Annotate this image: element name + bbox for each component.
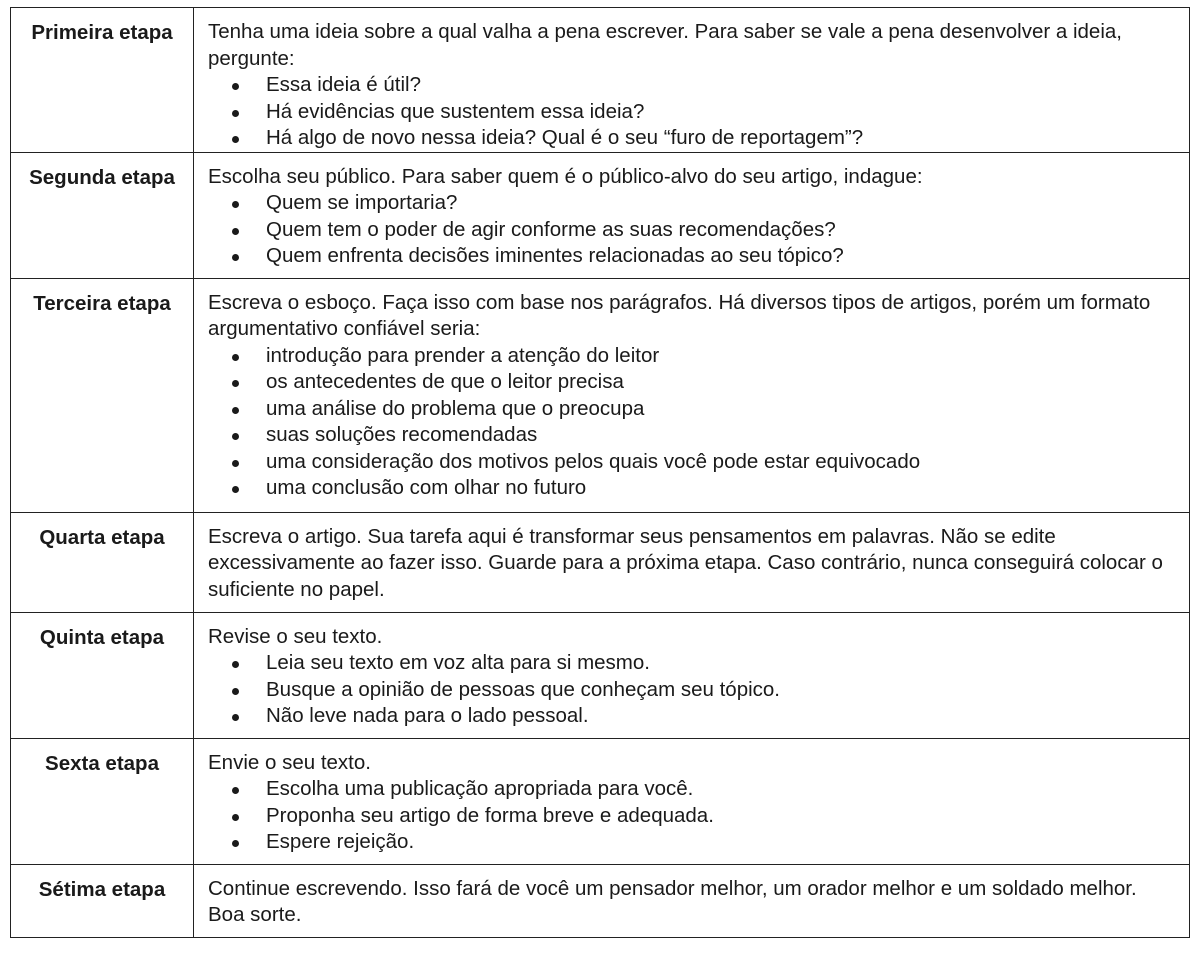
bullet-icon bbox=[232, 486, 239, 493]
step-body bbox=[194, 512, 1190, 612]
step-row bbox=[11, 512, 1190, 612]
step-row bbox=[11, 612, 1190, 738]
list-item: Quem enfrenta decisões iminentes relacionadas ao seu tópico? bbox=[252, 243, 1175, 270]
bullet-list bbox=[208, 190, 1175, 270]
bullet-list bbox=[208, 650, 1175, 730]
list-item: uma consideração dos motivos pelos quais você pode estar equivocado bbox=[252, 449, 1175, 476]
step-label: Quarta etapa bbox=[11, 512, 194, 612]
list-item: Há evidências que sustentem essa ideia? bbox=[252, 99, 1175, 126]
bullet-icon bbox=[232, 380, 239, 387]
step-label: Terceira etapa bbox=[11, 278, 194, 512]
list-item: introdução para prender a atenção do leitor bbox=[252, 343, 1175, 370]
bullet-list bbox=[208, 776, 1175, 856]
step-label: Sexta etapa bbox=[11, 738, 194, 864]
bullet-icon bbox=[232, 228, 239, 235]
step-label: Sétima etapa bbox=[11, 864, 194, 937]
list-item: Quem se importaria? bbox=[252, 190, 1175, 217]
bullet-icon bbox=[232, 407, 239, 414]
step-text: Revise o seu texto. bbox=[208, 624, 383, 648]
step-text: Escreva o esboço. Faça isso com base nos parágrafos. Há diversos tipos de artigos, porém um formato argumentativo confiável seria: bbox=[208, 290, 1151, 340]
bullet-icon bbox=[232, 354, 239, 361]
step-body bbox=[194, 152, 1190, 278]
step-text: Escreva o artigo. Sua tarefa aqui é transformar seus pensamentos em palavras. Não se edite excessivamente ao fazer isso. Guarde para a próxima etapa. Caso contrário, nunca conseguirá colocar o suficiente no papel. bbox=[208, 524, 1163, 601]
bullet-icon bbox=[232, 110, 239, 117]
list-item: os antecedentes de que o leitor precisa bbox=[252, 369, 1175, 396]
step-body bbox=[194, 864, 1190, 937]
bullet-icon bbox=[232, 814, 239, 821]
list-item: Leia seu texto em voz alta para si mesmo. bbox=[252, 650, 1175, 677]
step-label: Primeira etapa bbox=[11, 8, 194, 153]
bullet-icon bbox=[232, 254, 239, 261]
bullet-icon bbox=[232, 83, 239, 90]
step-label: Quinta etapa bbox=[11, 612, 194, 738]
list-item: suas soluções recomendadas bbox=[252, 422, 1175, 449]
list-item: Espere rejeição. bbox=[252, 829, 1175, 856]
step-body bbox=[194, 278, 1190, 512]
bullet-icon bbox=[232, 433, 239, 440]
step-body bbox=[194, 8, 1190, 153]
step-body bbox=[194, 738, 1190, 864]
list-item: uma conclusão com olhar no futuro bbox=[252, 475, 1175, 502]
step-text: Tenha uma ideia sobre a qual valha a pena escrever. Para saber se vale a pena desenvolver a ideia, pergunte: bbox=[208, 20, 1122, 70]
list-item: Essa ideia é útil? bbox=[252, 72, 1175, 99]
steps-table bbox=[10, 7, 1190, 938]
step-row bbox=[11, 152, 1190, 278]
list-item: Proponha seu artigo de forma breve e adequada. bbox=[252, 803, 1175, 830]
bullet-icon bbox=[232, 661, 239, 668]
step-row bbox=[11, 864, 1190, 937]
bullet-icon bbox=[232, 688, 239, 695]
step-text: Escolha seu público. Para saber quem é o público-alvo do seu artigo, indague: bbox=[208, 164, 923, 188]
bullet-icon bbox=[232, 201, 239, 208]
bullet-list bbox=[208, 343, 1175, 502]
bullet-list bbox=[208, 72, 1175, 152]
list-item: Há algo de novo nessa ideia? Qual é o seu “furo de reportagem”? bbox=[252, 125, 1175, 152]
bullet-icon bbox=[232, 714, 239, 721]
bullet-icon bbox=[232, 136, 239, 143]
list-item: Escolha uma publicação apropriada para você. bbox=[252, 776, 1175, 803]
step-label: Segunda etapa bbox=[11, 152, 194, 278]
step-text: Continue escrevendo. Isso fará de você um pensador melhor, um orador melhor e um soldado melhor. Boa sorte. bbox=[208, 876, 1137, 926]
step-row bbox=[11, 738, 1190, 864]
step-text: Envie o seu texto. bbox=[208, 750, 371, 774]
list-item: Quem tem o poder de agir conforme as suas recomendações? bbox=[252, 217, 1175, 244]
list-item: Busque a opinião de pessoas que conheçam seu tópico. bbox=[252, 677, 1175, 704]
step-row bbox=[11, 278, 1190, 512]
list-item: uma análise do problema que o preocupa bbox=[252, 396, 1175, 423]
bullet-icon bbox=[232, 840, 239, 847]
bullet-icon bbox=[232, 460, 239, 467]
step-row bbox=[11, 8, 1190, 153]
step-body bbox=[194, 612, 1190, 738]
bullet-icon bbox=[232, 787, 239, 794]
list-item: Não leve nada para o lado pessoal. bbox=[252, 703, 1175, 730]
